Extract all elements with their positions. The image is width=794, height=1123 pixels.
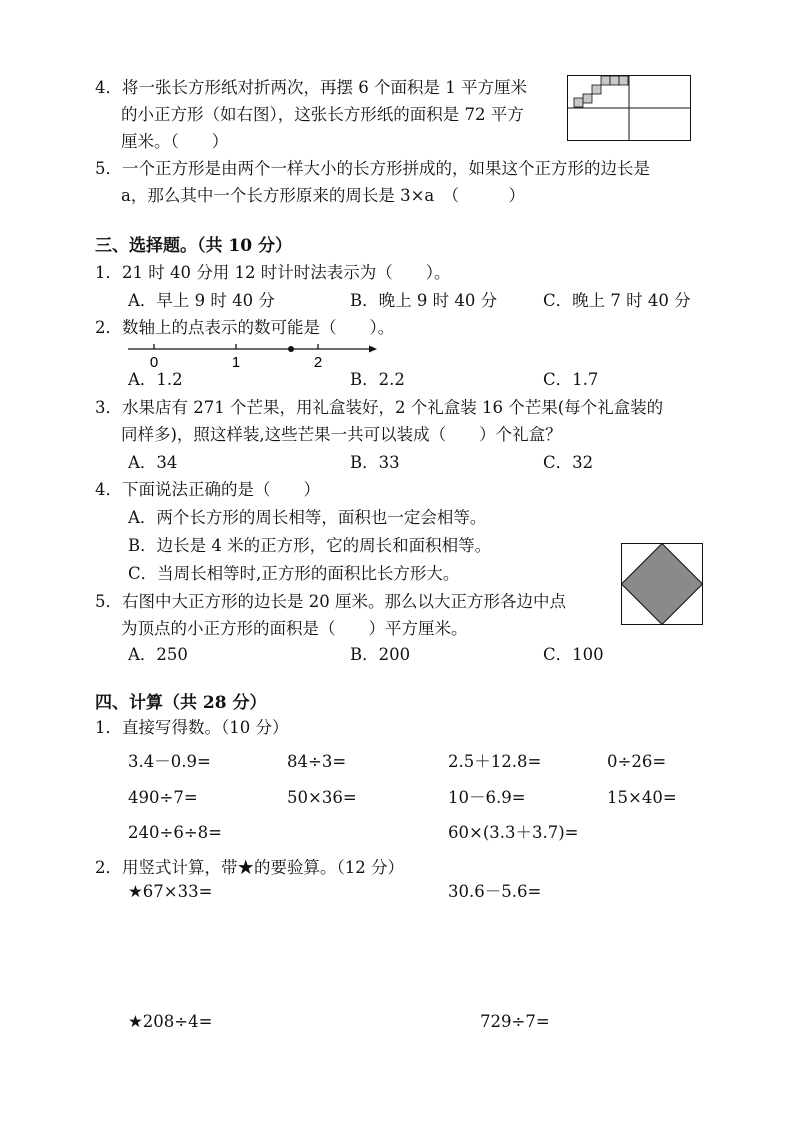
- mc-q5-option-a: A．250: [128, 645, 188, 664]
- mc-q3-option-b: B．33: [350, 453, 400, 472]
- judge-q5-line1: 5．一个正方形是由两个一样大小的长方形拼成的，如果这个正方形的边长是: [95, 159, 650, 178]
- mc-q5-line1: 5．右图中大正方形的边长是 20 厘米。那么以大正方形各边中点: [95, 592, 566, 611]
- mc-q2-option-b: B．2.2: [350, 370, 405, 389]
- mc-q4-option-a: A．两个长方形的周长相等，面积也一定会相等。: [128, 508, 487, 527]
- calc-q2-text: 2．用竖式计算，带★的要验算。（12 分）: [95, 858, 404, 877]
- calc-item: 50×36=: [287, 788, 357, 807]
- vertical-calc-item: 30.6－5.6=: [448, 882, 542, 901]
- mc-q3-line1: 3．水果店有 271 个芒果，用礼盒装好，2 个礼盒装 16 个芒果(每个礼盒装的: [95, 398, 664, 417]
- mc-q2-option-a: A．1.2: [128, 370, 183, 389]
- vertical-calc-item: ★67×33=: [128, 882, 213, 901]
- mc-q3-option-a: A．34: [128, 453, 178, 472]
- judge-q4-line1: 4．将一张长方形纸对折两次，再摆 6 个面积是 1 平方厘米: [95, 78, 527, 97]
- mc-q3-line2: 同样多)，照这样装,这些芒果一共可以装成（ ）个礼盒？: [121, 425, 562, 444]
- calc-item: 84÷3=: [287, 752, 347, 771]
- vertical-calc-item: ★208÷4=: [128, 1012, 213, 1031]
- calc-item: 2.5＋12.8=: [448, 752, 542, 771]
- mc-q4-text: 4．下面说法正确的是（ ）: [95, 480, 320, 499]
- number-line-figure: [125, 341, 380, 371]
- mc-q3-option-c: C．32: [543, 453, 594, 472]
- tick-label-2: 2: [313, 354, 323, 371]
- mc-q2-text: 2．数轴上的点表示的数可能是（ ）。: [95, 318, 395, 337]
- mc-q5-option-b: B．200: [350, 645, 411, 664]
- number-line-point: [288, 346, 294, 352]
- mc-q4-option-c: C．当周长相等时,正方形的面积比长方形大。: [128, 564, 460, 583]
- mc-q4-option-b: B．边长是 4 米的正方形，它的周长和面积相等。: [128, 536, 492, 555]
- judge-q5-line2: a，那么其中一个长方形原来的周长是 3×a （ ）: [121, 186, 525, 205]
- calc-item: 490÷7=: [128, 788, 198, 807]
- mc-q5-line2: 为顶点的小正方形的面积是（ ）平方厘米。: [121, 619, 468, 638]
- mc-q1-option-c: C．晚上 7 时 40 分: [543, 291, 691, 310]
- calc-item: 60×(3.3＋3.7)=: [448, 823, 579, 842]
- inscribed-square-figure: [621, 543, 703, 625]
- vertical-calc-item: 729÷7=: [480, 1012, 550, 1031]
- judge-q4-line2: 的小正方形（如右图），这张长方形纸的面积是 72 平方: [121, 105, 524, 124]
- calc-item: 10－6.9=: [448, 788, 526, 807]
- folded-paper-figure: [567, 75, 691, 141]
- section4-title: 四、计算（共 28 分）: [95, 693, 267, 713]
- section3-title: 三、选择题。（共 10 分）: [95, 236, 292, 256]
- calc-item: 15×40=: [607, 788, 677, 807]
- calc-q1-text: 1．直接写得数。（10 分）: [95, 718, 289, 737]
- mc-q2-option-c: C．1.7: [543, 370, 599, 389]
- mc-q5-option-c: C．100: [543, 645, 604, 664]
- mc-q1-text: 1．21 时 40 分用 12 时计时法表示为（ ）。: [95, 263, 451, 282]
- calc-item: 3.4－0.9=: [128, 752, 211, 771]
- tick-label-0: 0: [149, 354, 159, 371]
- calc-item: 0÷26=: [607, 752, 667, 771]
- mc-q1-option-a: A．早上 9 时 40 分: [128, 291, 275, 310]
- judge-q4-line3: 厘米。（ ）: [121, 132, 229, 151]
- tick-label-1: 1: [231, 354, 241, 371]
- calc-item: 240÷6÷8=: [128, 823, 222, 842]
- mc-q1-option-b: B．晚上 9 时 40 分: [350, 291, 498, 310]
